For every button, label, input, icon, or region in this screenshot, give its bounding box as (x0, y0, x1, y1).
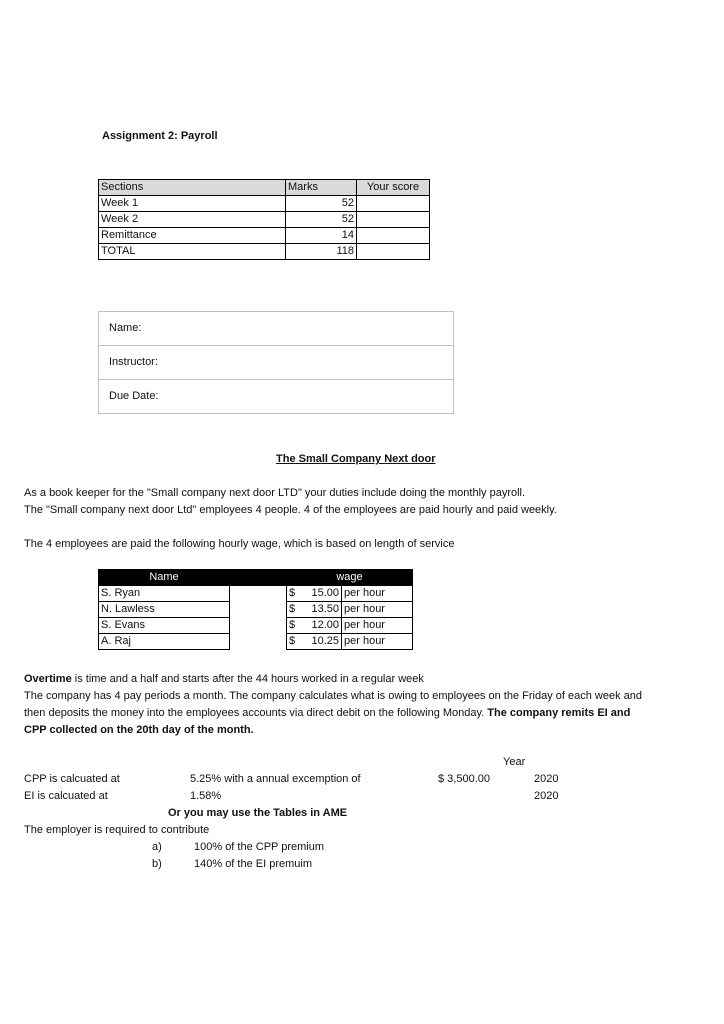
table-row (99, 634, 413, 650)
wage-unit: per hour (342, 602, 413, 618)
marks-table (98, 179, 430, 260)
wage-unit: per hour (342, 618, 413, 634)
spacer (230, 634, 287, 650)
due-date-label: Due Date: (109, 390, 159, 402)
contrib-letter-b: b) (152, 858, 162, 870)
section-heading: The Small Company Next door (276, 453, 436, 465)
overtime-line-1 (24, 671, 704, 688)
table-row (99, 196, 430, 212)
employee-name: S. Ryan (99, 586, 230, 602)
table-row (99, 618, 413, 634)
amount: 10.25 (311, 635, 339, 647)
year-label: Year (503, 756, 526, 768)
wage-table (98, 569, 413, 650)
cpp-exemption: $ 3,500.00 (438, 773, 490, 785)
amount: 13.50 (311, 603, 339, 615)
marks-cell: 14 (286, 228, 357, 244)
wage-unit: per hour (342, 634, 413, 650)
overtime-line-3-bold: The company remits EI and (487, 707, 631, 719)
score-cell[interactable] (357, 244, 430, 260)
page-title: Assignment 2: Payroll (102, 130, 218, 142)
cpp-year: 2020 (534, 773, 559, 785)
header-name: Name (99, 570, 230, 586)
instructor-label: Instructor: (109, 356, 158, 368)
cpp-rate: 5.25% with a annual excemption of (190, 773, 361, 785)
section-cell: Week 2 (99, 212, 286, 228)
ei-rate: 1.58% (190, 790, 222, 802)
ei-label: EI is calcuated at (24, 790, 108, 802)
section-cell: Week 1 (99, 196, 286, 212)
table-row (99, 228, 430, 244)
section-cell: TOTAL (99, 244, 286, 260)
wage-amount (287, 602, 342, 618)
wage-amount (287, 618, 342, 634)
table-row (99, 602, 413, 618)
table-row (99, 586, 413, 602)
table-header-row (99, 180, 430, 196)
employee-name: N. Lawless (99, 602, 230, 618)
cpp-label: CPP is calcuated at (24, 773, 120, 785)
instructor-field[interactable] (99, 346, 453, 380)
wage-header-row (99, 570, 413, 586)
header-wage: wage (287, 570, 413, 586)
wage-amount (287, 586, 342, 602)
overtime-line-3-text: then deposits the money into the employees accounts via direct debit on the following Monday. (24, 707, 488, 719)
overtime-line-3 (24, 705, 704, 722)
score-cell[interactable] (357, 196, 430, 212)
amount: 12.00 (311, 619, 339, 631)
intro-line-1: As a book keeper for the "Small company next door LTD" your duties include doing the monthly payroll. (24, 487, 526, 499)
header-sections: Sections (99, 180, 286, 196)
wage-amount (287, 634, 342, 650)
table-row (99, 244, 430, 260)
name-field[interactable] (99, 312, 453, 346)
contrib-text-b: 140% of the EI premuim (194, 858, 313, 870)
employee-name: S. Evans (99, 618, 230, 634)
amount: 15.00 (311, 587, 339, 599)
overtime-line-2: The company has 4 pay periods a month. The company calculates what is owing to employees on the Friday of each week and (24, 690, 642, 702)
marks-cell: 52 (286, 196, 357, 212)
overtime-bold: Overtime (24, 673, 72, 685)
currency-symbol: $ (289, 603, 296, 615)
score-cell[interactable] (357, 228, 430, 244)
header-gap (230, 570, 287, 586)
name-label: Name: (109, 322, 142, 334)
header-marks: Marks (286, 180, 357, 196)
header-your-score: Your score (357, 180, 430, 196)
employer-line: The employer is required to contribute (24, 824, 210, 836)
due-date-field[interactable] (99, 380, 453, 413)
score-cell[interactable] (357, 212, 430, 228)
currency-symbol: $ (289, 587, 296, 599)
ei-year: 2020 (534, 790, 559, 802)
employee-name: A. Raj (99, 634, 230, 650)
marks-cell: 52 (286, 212, 357, 228)
currency-symbol: $ (289, 619, 296, 631)
spacer (230, 602, 287, 618)
intro-line-2: The "Small company next door Ltd" employees 4 people. 4 of the employees are paid hourly and paid weekly. (24, 504, 557, 516)
contrib-text-a: 100% of the CPP premium (194, 841, 325, 853)
overtime-rest: is time and a half and starts after the 44 hours worked in a regular week (71, 673, 424, 685)
overtime-line-4: CPP collected on the 20th day of the month. (24, 724, 254, 736)
marks-cell: 118 (286, 244, 357, 260)
spacer (230, 586, 287, 602)
spacer (230, 618, 287, 634)
student-info-box (98, 311, 454, 414)
table-row (99, 212, 430, 228)
intro-line-3: The 4 employees are paid the following hourly wage, which is based on length of service (24, 538, 455, 550)
ame-note: Or you may use the Tables in AME (168, 807, 348, 819)
currency-symbol: $ (289, 635, 296, 647)
contrib-letter-a: a) (152, 841, 162, 853)
wage-unit: per hour (342, 586, 413, 602)
section-cell: Remittance (99, 228, 286, 244)
